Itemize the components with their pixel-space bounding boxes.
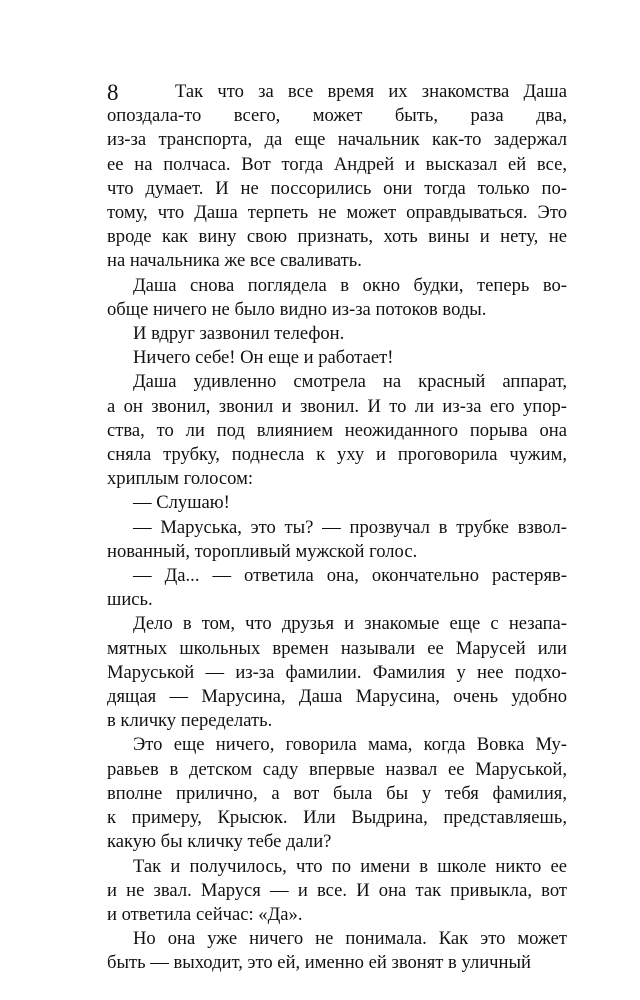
- text-line: обще ничего не было видно из-за потоков воды.: [107, 298, 487, 320]
- body-text: [107, 80, 567, 976]
- text-line: равьев в детском саду впервые назвал ее Маруськой,: [107, 758, 567, 780]
- text-line: мятных школьных времен называли ее Марусей или: [107, 637, 567, 659]
- paragraph: [107, 80, 567, 274]
- text-line: к примеру, Крысюк. Или Выдрина, представляешь,: [107, 807, 567, 829]
- paragraph: [107, 370, 567, 491]
- paragraph: [107, 346, 567, 370]
- text-line: — Слушаю!: [133, 492, 230, 514]
- text-line: Маруськой — из-за фамилии. Фамилия у нее подхо-: [107, 661, 567, 683]
- text-line: вполне прилично, а вот была бы у тебя фамилия,: [107, 782, 567, 804]
- text-line: и ответила сейчас: «Да».: [107, 903, 303, 925]
- text-line: на начальника же все сваливать.: [107, 250, 362, 272]
- text-line: Но она уже ничего не понимала. Как это может: [133, 928, 567, 950]
- paragraph: [107, 322, 567, 346]
- text-line: Даша удивленно смотрела на красный аппарат,: [133, 371, 567, 393]
- text-line: быть — выходит, это ей, именно ей звонят в уличный: [107, 952, 531, 974]
- text-line: из-за транспорта, да еще начальник как-то задержал: [107, 129, 567, 151]
- paragraph: [107, 516, 567, 564]
- text-line: и не звал. Маруся — и все. И она так привыкла, вот: [107, 879, 567, 901]
- text-line: хриплым голосом:: [107, 468, 254, 490]
- text-line: в кличку переделать.: [107, 710, 273, 732]
- text-line: ства, то ли под влиянием неожиданного порыва она: [107, 419, 567, 441]
- text-line: что думает. И не поссорились они тогда только по-: [107, 177, 567, 199]
- text-line: а он звонил, звонил и звонил. И то ли из-за его упор-: [107, 395, 567, 417]
- paragraph: [107, 855, 567, 928]
- text-line: Дело в том, что друзья и знакомые еще с незапа-: [133, 613, 567, 635]
- paragraph: [107, 564, 567, 612]
- text-line: Даша снова поглядела в окно будки, теперь во-: [133, 274, 567, 296]
- paragraph: [107, 274, 567, 322]
- text-line: сняла трубку, поднесла к уху и проговорила чужим,: [107, 444, 567, 466]
- text-line: опоздала-то всего, может быть, раза два,: [107, 105, 567, 127]
- paragraph: [107, 612, 567, 733]
- text-line: какую бы кличку тебе дали?: [107, 831, 332, 853]
- text-line: шись.: [107, 589, 153, 611]
- text-line: — Да... — ответила она, окончательно растеряв-: [133, 565, 567, 587]
- text-line: Ничего себе! Он еще и работает!: [133, 347, 394, 369]
- paragraph: [107, 491, 567, 515]
- text-line: И вдруг зазвонил телефон.: [133, 323, 345, 345]
- text-line: нованный, торопливый мужской голос.: [107, 540, 418, 562]
- text-line: вроде как вину свою признать, хоть вины и нету, не: [107, 226, 567, 248]
- text-line: ее на полчаса. Вот тогда Андрей и высказал ей все,: [107, 153, 567, 175]
- text-line: дящая — Марусина, Даша Марусина, очень удобно: [107, 686, 567, 708]
- paragraph: [107, 733, 567, 854]
- text-line: Так что за все время их знакомства Даша: [175, 81, 567, 102]
- text-line: тому, что Даша терпеть не может оправдываться. Это: [107, 202, 567, 224]
- text-line: Так и получилось, что по имени в школе никто ее: [133, 855, 567, 877]
- page-number: 8: [107, 80, 119, 105]
- text-line: — Маруська, это ты? — прозвучал в трубке взвол-: [133, 516, 567, 538]
- text-line: Это еще ничего, говорила мама, когда Вовка Му-: [133, 734, 567, 756]
- paragraph: [107, 927, 567, 975]
